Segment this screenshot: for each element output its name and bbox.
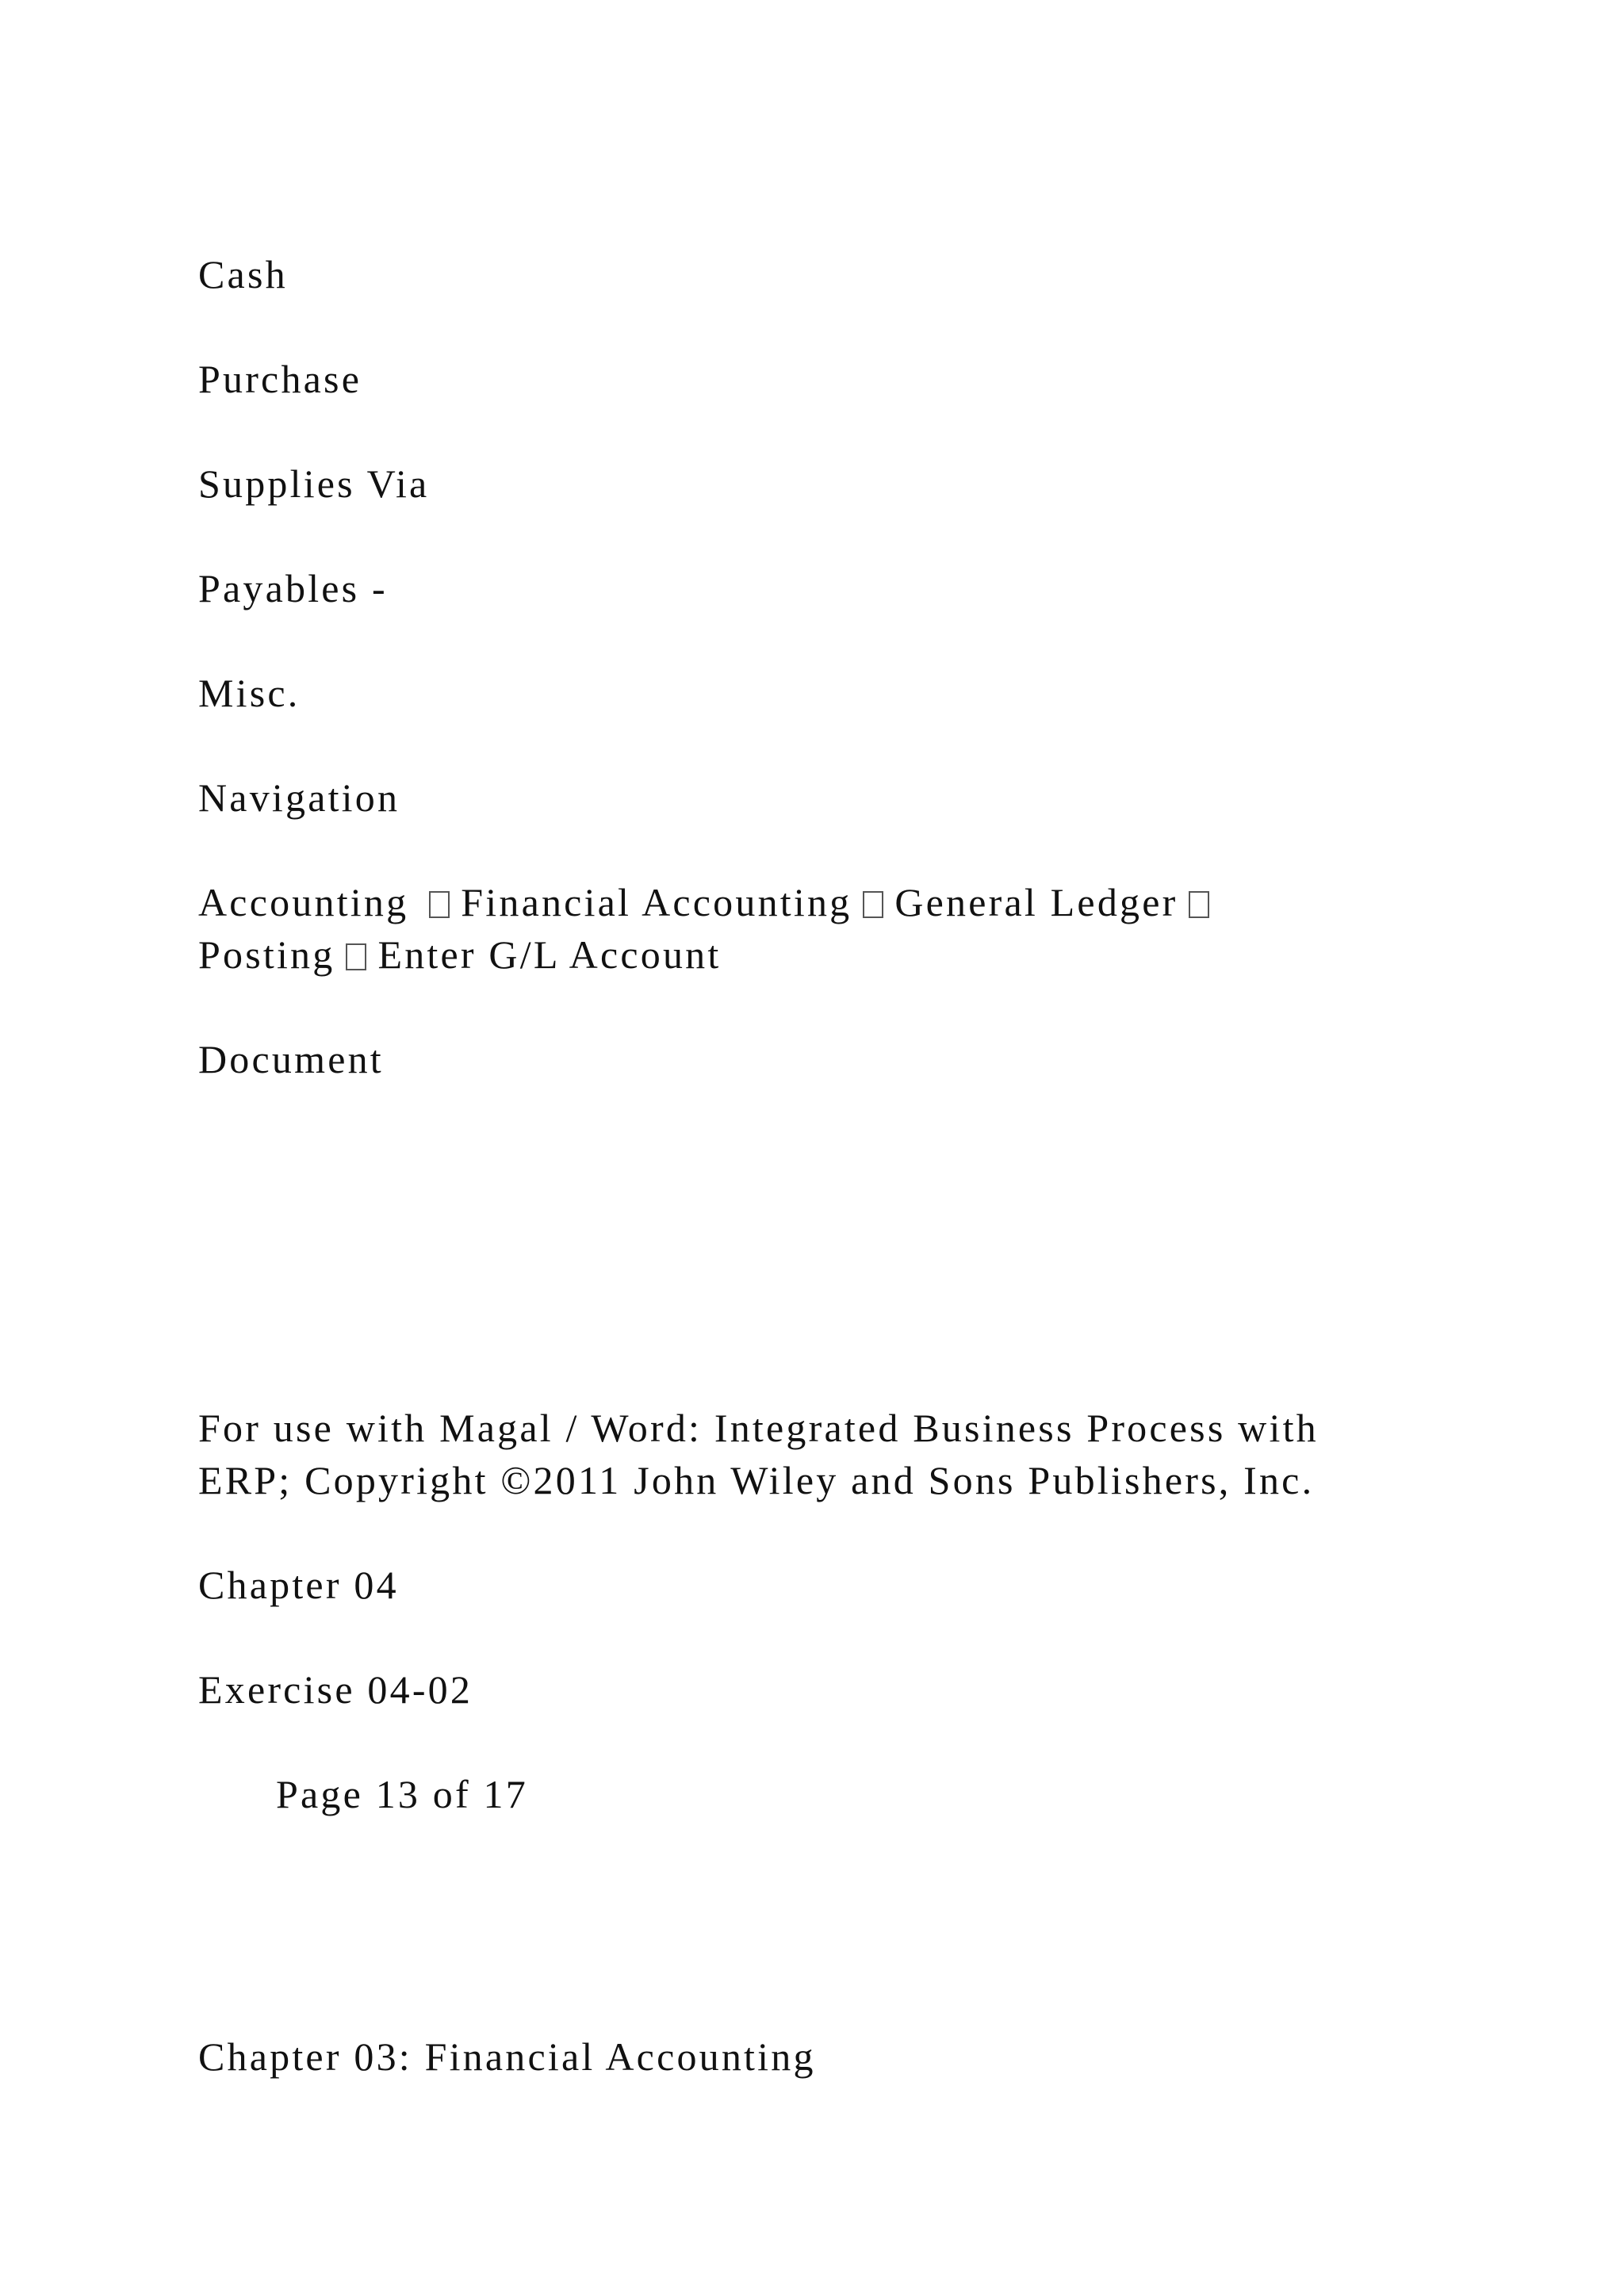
text-supplies-via: Supplies Via: [198, 461, 430, 506]
nav-item-financial-accounting: Financial Accounting: [461, 880, 852, 924]
text-misc: Misc.: [198, 671, 301, 715]
exercise-label: Exercise 04-02: [198, 1667, 473, 1712]
nav-item-enter-gl-account: Enter G/L Account: [377, 932, 722, 977]
copyright-line-2: ERP; Copyright ©2011 John Wiley and Sons Publishers, Inc.: [198, 1458, 1315, 1502]
box-glyph-icon: [1189, 891, 1209, 918]
text-document: Document: [198, 1037, 384, 1081]
navigation-path-line-1: [198, 876, 1220, 928]
text-payables: Payables -: [198, 566, 388, 610]
box-glyph-icon: [346, 943, 366, 970]
copyright-line-1: For use with Magal / Word: Integrated Business Process with: [198, 1406, 1319, 1450]
nav-item-general-ledger: General Ledger: [894, 880, 1178, 924]
text-cash: Cash: [198, 252, 288, 297]
nav-item-posting: Posting: [198, 932, 335, 977]
chapter-label: Chapter 04: [198, 1563, 399, 1607]
navigation-path-line-2: [198, 928, 721, 981]
text-navigation: Navigation: [198, 775, 400, 820]
box-glyph-icon: [863, 891, 883, 918]
running-header: Chapter 03: Financial Accounting: [198, 2034, 816, 2079]
page-number: Page 13 of 17: [276, 1772, 528, 1816]
text-purchase: Purchase: [198, 357, 362, 401]
nav-item-accounting: Accounting: [198, 880, 409, 924]
box-glyph-icon: [429, 891, 450, 918]
